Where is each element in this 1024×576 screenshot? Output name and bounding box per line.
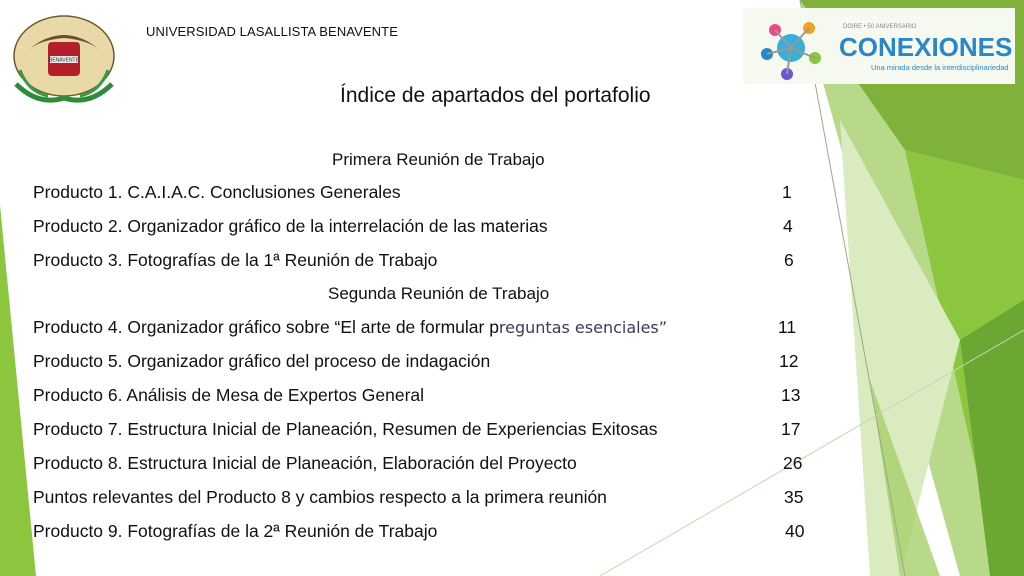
index-entry-7: Producto 7. Estructura Inicial de Planeación, Resumen de Experiencias Exitosas — [33, 419, 658, 439]
page-number-8: 26 — [783, 453, 803, 473]
university-seal-logo — [8, 10, 120, 106]
index-entry-3: Producto 3. Fotografías de la 1ª Reunión de Trabajo — [33, 250, 438, 270]
page-number-6: 13 — [781, 385, 801, 405]
index-entry-6: Producto 6. Análisis de Mesa de Expertos General — [33, 385, 425, 405]
section-heading-second: Segunda Reunión de Trabajo — [328, 284, 550, 303]
index-entry-5: Producto 5. Organizador gráfico del proceso de indagación — [33, 351, 491, 371]
page-number-2: 4 — [783, 216, 793, 236]
page-number-3: 6 — [784, 250, 794, 270]
index-entry-10: Producto 9. Fotografías de la 2ª Reunión de Trabajo — [33, 521, 438, 541]
index-entry-9: Puntos relevantes del Producto 8 y cambios respecto a la primera reunión — [33, 487, 607, 507]
index-entry-8: Producto 8. Estructura Inicial de Planeación, Elaboración del Proyecto — [33, 453, 577, 473]
conexiones-logo — [743, 8, 1015, 84]
page-number-9: 35 — [784, 487, 804, 507]
section-heading-first: Primera Reunión de Trabajo — [332, 150, 545, 169]
page-title: Índice de apartados del portafolio — [340, 84, 651, 107]
university-name: UNIVERSIDAD LASALLISTA BENAVENTE — [146, 24, 398, 39]
logo-tagline: Una mirada desde la interdisciplinariedad — [871, 63, 1009, 72]
page-number-10: 40 — [785, 521, 805, 541]
index-entry-2: Producto 2. Organizador gráfico de la interrelación de las materias — [33, 216, 548, 236]
seal-text: BENAVENTE — [49, 57, 79, 64]
page-number-7: 17 — [781, 419, 801, 439]
index-entry-4-text-b: reguntas esenciales” — [498, 318, 668, 337]
index-entry-1: Producto 1. C.A.I.A.C. Conclusiones Generales — [33, 182, 401, 202]
logo-small-text: DGIRE • 50 ANIVERSARIO — [843, 24, 917, 30]
page-number-5: 12 — [779, 351, 799, 371]
logo-name: CONEXIONES — [839, 32, 1013, 62]
index-entry-4-text-a: Producto 4. Organizador gráfico sobre “El arte de formular p — [33, 317, 499, 337]
index-entry-4 — [33, 317, 667, 338]
page-number-1: 1 — [782, 182, 792, 202]
page-number-4: 11 — [778, 317, 797, 337]
